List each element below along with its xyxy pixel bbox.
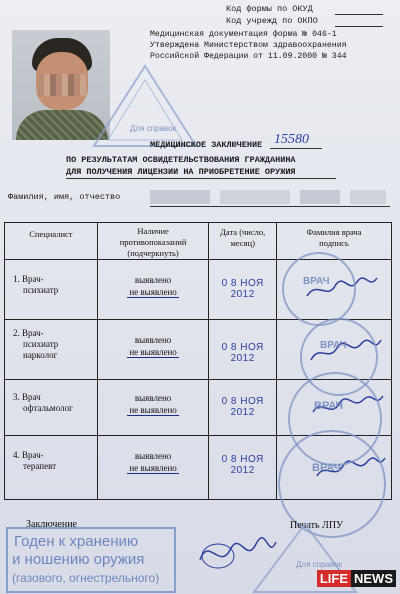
- triangle-stamp-top: [90, 62, 200, 152]
- title-underline: [66, 178, 336, 179]
- stamp-for-certificates-top: Для справок: [130, 124, 176, 133]
- row3-specialist: 3. Врач офтальмолог: [5, 380, 98, 436]
- okud-line: [335, 14, 383, 15]
- doctor-stamp-2-label: ВРАЧ: [320, 340, 347, 351]
- doctor-stamp-3-label: ВРАЧ: [314, 400, 344, 412]
- row1-contra: выявлено не выявлено: [97, 260, 209, 320]
- certificate-number: 15580: [274, 132, 309, 147]
- title-line-1: МЕДИЦИНСКОЕ ЗАКЛЮЧЕНИЕ: [150, 140, 263, 150]
- stamp-line-3: (газового, огнестрельного): [12, 571, 160, 585]
- stamp-line-2: и ношению оружия: [12, 551, 145, 568]
- name-redacted: [150, 186, 390, 206]
- row4-date: 0 8 НОЯ 2012: [209, 436, 277, 500]
- row4-specialist: 4. Врач- терапевт: [5, 436, 98, 500]
- doctor-stamp-4-label: ВРАЧ: [312, 462, 342, 474]
- row2-specialist: 2. Врач- психиатр нарколог: [5, 320, 98, 380]
- title-line-3: ДЛЯ ПОЛУЧЕНИЯ ЛИЦЕНЗИИ НА ПРИОБРЕТЕНИЕ ОРУЖИЯ: [66, 167, 296, 177]
- okud-label: Код формы по ОКУД: [226, 4, 313, 14]
- stamp-line-1: Годен к хранению: [14, 533, 139, 550]
- name-line: [150, 206, 390, 207]
- okpo-line: [335, 26, 383, 27]
- form-line-2: Утверждена Министерством здравоохранения: [150, 41, 347, 50]
- name-label: Фамилия, имя, отчество: [8, 192, 121, 202]
- doctor-stamp-1-label: ВРАЧ: [303, 276, 330, 287]
- doctor-stamp-1: [282, 252, 356, 326]
- title-line-2: ПО РЕЗУЛЬТАТАМ ОСВИДЕТЕЛЬСТВОВАНИЯ ГРАЖДАНИНА: [66, 155, 296, 165]
- suitability-stamp: [6, 527, 176, 593]
- clinic-stamp-label: Печать ЛПУ: [290, 520, 344, 531]
- row1-date: 0 8 НОЯ 2012: [209, 260, 277, 320]
- row4-contra: выявлено не выявлено: [97, 436, 209, 500]
- form-line-3: Российской Федерации от 11.09.2000 № 344: [150, 52, 347, 61]
- okpo-label: Код учрежд по ОКПО: [226, 16, 318, 26]
- lifenews-logo: LIFE NEWS: [317, 571, 396, 586]
- row1-specialist: 1. Врач- психиатр: [5, 260, 98, 320]
- header-contraindications: Наличие противопоказаний (подчеркнуть): [97, 223, 209, 260]
- row3-contra: выявлено не выявлено: [97, 380, 209, 436]
- stamp-for-certificates-bottom: Для справок: [296, 560, 342, 569]
- photo-blur-mask: [38, 74, 86, 96]
- number-line: [270, 148, 322, 149]
- header-specialist: Специалист: [5, 223, 98, 260]
- row2-contra: выявлено не выявлено: [97, 320, 209, 380]
- form-line-1: Медицинская документация форма № 046-1: [150, 30, 337, 39]
- row3-date: 0 8 НОЯ 2012: [209, 380, 277, 436]
- header-date: Дата (число, месяц): [209, 223, 277, 260]
- conclusion-label: Заключение: [26, 519, 77, 530]
- row2-date: 0 8 НОЯ 2012: [209, 320, 277, 380]
- header-signature: Фамилия врача подпись: [277, 223, 392, 260]
